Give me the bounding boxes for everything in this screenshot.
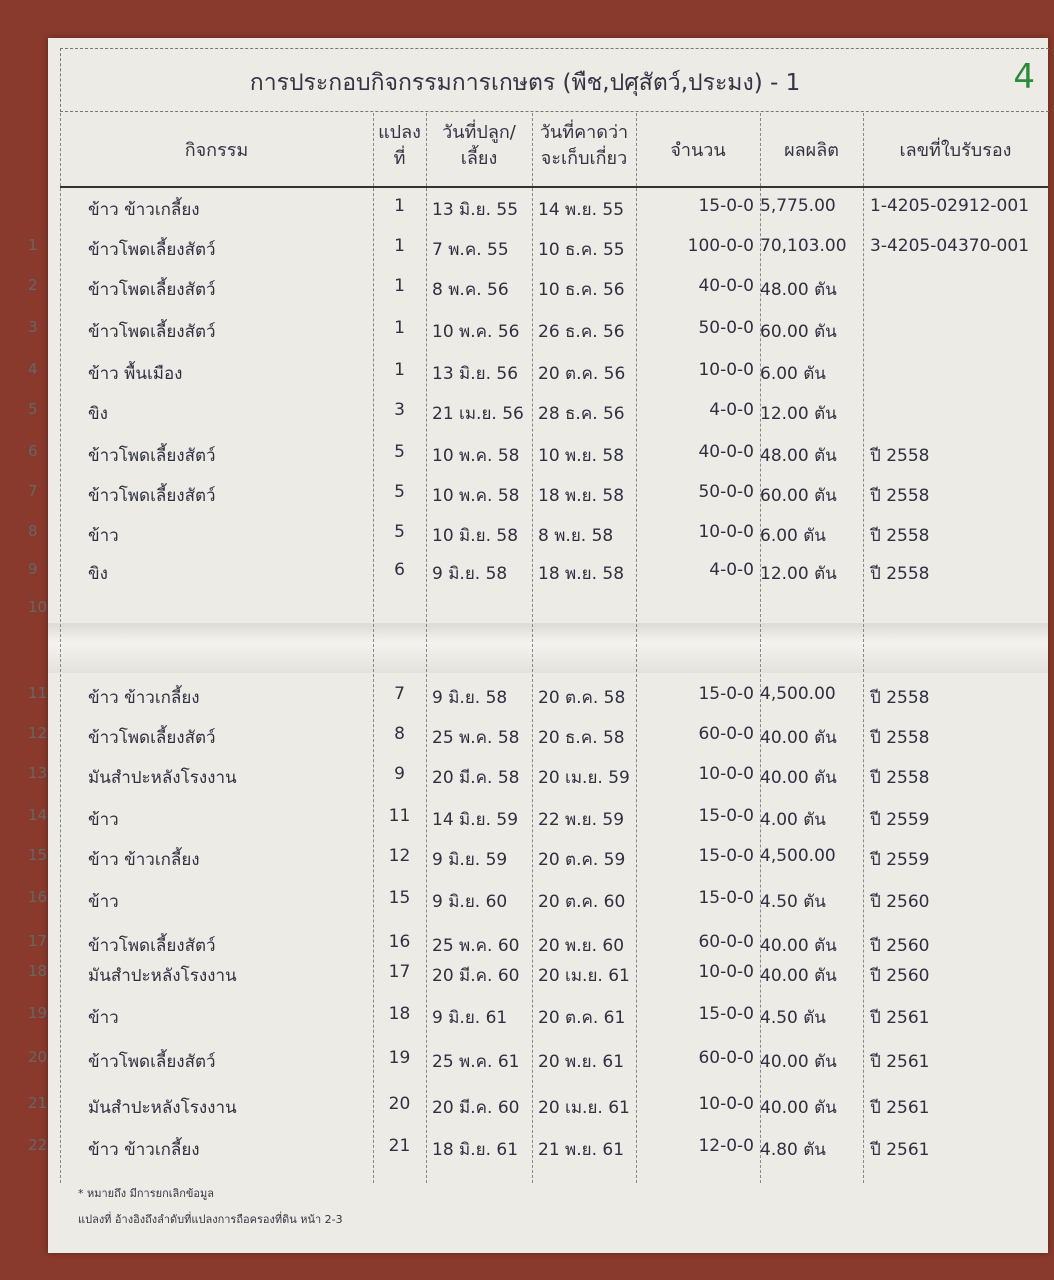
row-number: 11 bbox=[28, 684, 48, 702]
cell-certificate: ปี 2558 bbox=[870, 564, 930, 584]
row-number: 10 bbox=[28, 598, 48, 616]
cell-harvest-date: 22 พ.ย. 59 bbox=[538, 810, 625, 830]
cell-harvest-date: 20 ต.ค. 59 bbox=[538, 850, 626, 870]
cell-activity: มันสำปะหลังโรงงาน bbox=[88, 768, 237, 788]
cell-activity: ข้าวโพดเลี้ยงสัตว์ bbox=[88, 486, 216, 506]
cell-amount: 12-0-0 bbox=[698, 1136, 754, 1156]
cell-harvest-date: 20 ต.ค. 61 bbox=[538, 1008, 626, 1028]
cell-yield: 4.50 ตัน bbox=[760, 1008, 826, 1028]
row-number: 7 bbox=[28, 482, 38, 500]
cell-plot: 6 bbox=[394, 560, 405, 580]
cell-activity: ข้าว พื้นเมือง bbox=[88, 364, 183, 384]
cell-plant-date: 20 มี.ค. 60 bbox=[432, 1098, 520, 1118]
cell-plant-date: 9 มิ.ย. 58 bbox=[432, 688, 508, 708]
cell-certificate: ปี 2559 bbox=[870, 850, 930, 870]
cell-yield: 70,103.00 bbox=[760, 236, 847, 256]
cell-plant-date: 14 มิ.ย. 59 bbox=[432, 810, 519, 830]
cell-yield: 4.80 ตัน bbox=[760, 1140, 826, 1160]
cell-yield: 40.00 ตัน bbox=[760, 936, 837, 956]
cell-plant-date: 9 มิ.ย. 60 bbox=[432, 892, 508, 912]
cell-yield: 60.00 ตัน bbox=[760, 322, 837, 342]
cell-harvest-date: 10 พ.ย. 58 bbox=[538, 446, 625, 466]
cell-plant-date: 10 พ.ค. 58 bbox=[432, 446, 520, 466]
cell-activity: ข้าวโพดเลี้ยงสัตว์ bbox=[88, 728, 216, 748]
cell-plant-date: 7 พ.ค. 55 bbox=[432, 240, 509, 260]
cell-harvest-date: 20 พ.ย. 60 bbox=[538, 936, 625, 956]
cell-activity: ข้าว bbox=[88, 1008, 119, 1028]
cell-plot: 3 bbox=[394, 400, 405, 420]
header-plant-date: วันที่ปลูก/ เลี้ยง bbox=[442, 122, 516, 169]
cell-amount: 60-0-0 bbox=[698, 1048, 754, 1068]
cell-amount: 4-0-0 bbox=[709, 400, 754, 420]
cell-plant-date: 9 มิ.ย. 61 bbox=[432, 1008, 508, 1028]
row-number: 5 bbox=[28, 400, 38, 418]
cell-certificate: ปี 2560 bbox=[870, 936, 930, 956]
cell-activity: ขิง bbox=[88, 404, 108, 424]
cell-activity: ข้าว ข้าวเกลี้ยง bbox=[88, 200, 200, 220]
title-box bbox=[60, 48, 1049, 112]
row-number: 12 bbox=[28, 724, 48, 742]
cell-harvest-date: 14 พ.ย. 55 bbox=[538, 200, 625, 220]
cell-plant-date: 8 พ.ค. 56 bbox=[432, 280, 509, 300]
cell-yield: 12.00 ตัน bbox=[760, 404, 837, 424]
cell-plant-date: 10 มิ.ย. 58 bbox=[432, 526, 519, 546]
cell-amount: 50-0-0 bbox=[698, 318, 754, 338]
cell-plant-date: 13 มิ.ย. 55 bbox=[432, 200, 519, 220]
cell-plot: 19 bbox=[388, 1048, 411, 1068]
cell-amount: 10-0-0 bbox=[698, 764, 754, 784]
cell-certificate: ปี 2558 bbox=[870, 728, 930, 748]
cell-certificate: ปี 2561 bbox=[870, 1140, 930, 1160]
cell-harvest-date: 28 ธ.ค. 56 bbox=[538, 404, 625, 424]
cell-certificate: ปี 2558 bbox=[870, 768, 930, 788]
cell-plant-date: 20 มี.ค. 58 bbox=[432, 768, 520, 788]
cell-yield: 40.00 ตัน bbox=[760, 1052, 837, 1072]
cell-plot: 1 bbox=[394, 360, 405, 380]
row-number: 2 bbox=[28, 276, 38, 294]
cell-plant-date: 9 มิ.ย. 59 bbox=[432, 850, 508, 870]
header-harvest-date: วันที่คาดว่า จะเก็บเกี่ยว bbox=[539, 122, 629, 169]
header-plot: แปลง ที่ bbox=[378, 122, 421, 169]
row-number: 3 bbox=[28, 318, 38, 336]
cell-certificate: ปี 2558 bbox=[870, 688, 930, 708]
cell-harvest-date: 21 พ.ย. 61 bbox=[538, 1140, 625, 1160]
cell-amount: 15-0-0 bbox=[698, 846, 754, 866]
cell-activity: ข้าวโพดเลี้ยงสัตว์ bbox=[88, 446, 216, 466]
cell-harvest-date: 20 พ.ย. 61 bbox=[538, 1052, 625, 1072]
column-divider bbox=[863, 113, 864, 1183]
page-number: 4 bbox=[1013, 57, 1035, 97]
cell-plot: 17 bbox=[388, 962, 411, 982]
cell-yield: 6.00 ตัน bbox=[760, 526, 826, 546]
cell-certificate: ปี 2559 bbox=[870, 810, 930, 830]
row-number: 13 bbox=[28, 764, 48, 782]
cell-yield: 40.00 ตัน bbox=[760, 1098, 837, 1118]
cell-harvest-date: 10 ธ.ค. 55 bbox=[538, 240, 625, 260]
cell-amount: 15-0-0 bbox=[698, 888, 754, 908]
cell-plant-date: 21 เม.ย. 56 bbox=[432, 404, 524, 424]
header-activity: กิจกรรม bbox=[184, 140, 249, 161]
row-number: 16 bbox=[28, 888, 48, 906]
cell-harvest-date: 20 ธ.ค. 58 bbox=[538, 728, 625, 748]
cell-amount: 15-0-0 bbox=[698, 806, 754, 826]
cell-amount: 60-0-0 bbox=[698, 724, 754, 744]
cell-amount: 40-0-0 bbox=[698, 276, 754, 296]
cell-plot: 11 bbox=[388, 806, 411, 826]
cell-activity: ข้าว ข้าวเกลี้ยง bbox=[88, 688, 200, 708]
cell-plant-date: 25 พ.ค. 60 bbox=[432, 936, 520, 956]
cell-plant-date: 20 มี.ค. 60 bbox=[432, 966, 520, 986]
cell-plot: 1 bbox=[394, 276, 405, 296]
cell-plot: 5 bbox=[394, 442, 405, 462]
cell-amount: 4-0-0 bbox=[709, 560, 754, 580]
header-rule bbox=[60, 186, 1048, 188]
cell-plot: 9 bbox=[394, 764, 405, 784]
cell-activity: ข้าว ข้าวเกลี้ยง bbox=[88, 850, 200, 870]
cell-plant-date: 9 มิ.ย. 58 bbox=[432, 564, 508, 584]
row-number: 21 bbox=[28, 1094, 48, 1112]
row-number: 18 bbox=[28, 962, 48, 980]
cell-yield: 4.50 ตัน bbox=[760, 892, 826, 912]
cell-plot: 1 bbox=[394, 196, 405, 216]
column-divider bbox=[60, 113, 61, 1183]
cell-plot: 7 bbox=[394, 684, 405, 704]
header-certificate: เลขที่ใบรับรอง bbox=[899, 140, 1012, 161]
row-number: 9 bbox=[28, 560, 38, 578]
header-amount: จำนวน bbox=[670, 140, 726, 161]
row-number: 6 bbox=[28, 442, 38, 460]
cell-plot: 1 bbox=[394, 236, 405, 256]
cell-yield: 4,500.00 bbox=[760, 684, 836, 704]
cell-plant-date: 25 พ.ค. 61 bbox=[432, 1052, 520, 1072]
cell-plot: 18 bbox=[388, 1004, 411, 1024]
cell-amount: 10-0-0 bbox=[698, 522, 754, 542]
cell-harvest-date: 20 เม.ย. 59 bbox=[538, 768, 630, 788]
cell-plant-date: 10 พ.ค. 56 bbox=[432, 322, 520, 342]
cell-plot: 20 bbox=[388, 1094, 411, 1114]
cell-activity: ข้าวโพดเลี้ยงสัตว์ bbox=[88, 1052, 216, 1072]
cell-amount: 15-0-0 bbox=[698, 684, 754, 704]
cell-yield: 60.00 ตัน bbox=[760, 486, 837, 506]
cell-plot: 8 bbox=[394, 724, 405, 744]
cell-certificate: ปี 2558 bbox=[870, 486, 930, 506]
cell-yield: 48.00 ตัน bbox=[760, 280, 837, 300]
cell-plant-date: 18 มิ.ย. 61 bbox=[432, 1140, 519, 1160]
cell-plot: 21 bbox=[388, 1136, 411, 1156]
column-divider bbox=[532, 113, 533, 1183]
cell-certificate: 1-4205-02912-001 bbox=[870, 196, 1030, 216]
page-title: การประกอบกิจกรรมการเกษตร (พืช,ปศุสัตว์,ประมง) - 1 bbox=[249, 70, 801, 96]
cell-plot: 5 bbox=[394, 522, 405, 542]
cell-plant-date: 13 มิ.ย. 56 bbox=[432, 364, 519, 384]
cell-yield: 40.00 ตัน bbox=[760, 966, 837, 986]
cell-amount: 10-0-0 bbox=[698, 360, 754, 380]
cell-certificate: ปี 2560 bbox=[870, 892, 930, 912]
cell-harvest-date: 10 ธ.ค. 56 bbox=[538, 280, 625, 300]
cell-harvest-date: 20 ต.ค. 60 bbox=[538, 892, 626, 912]
cell-harvest-date: 18 พ.ย. 58 bbox=[538, 564, 625, 584]
cell-activity: ข้าว bbox=[88, 810, 119, 830]
cell-harvest-date: 8 พ.ย. 58 bbox=[538, 526, 614, 546]
row-number: 1 bbox=[28, 236, 38, 254]
cell-harvest-date: 20 ต.ค. 56 bbox=[538, 364, 626, 384]
row-number: 4 bbox=[28, 360, 38, 378]
cell-activity: มันสำปะหลังโรงงาน bbox=[88, 966, 237, 986]
cell-activity: ขิง bbox=[88, 564, 108, 584]
row-number: 8 bbox=[28, 522, 38, 540]
footnote-plot-reference: แปลงที่ อ้างอิงถึงลำดับที่แปลงการถือครองที่ดิน หน้า 2-3 bbox=[78, 1213, 343, 1226]
cell-activity: มันสำปะหลังโรงงาน bbox=[88, 1098, 237, 1118]
cell-amount: 10-0-0 bbox=[698, 962, 754, 982]
row-number: 15 bbox=[28, 846, 48, 864]
cell-yield: 4.00 ตัน bbox=[760, 810, 826, 830]
document-page bbox=[28, 38, 1048, 1253]
cell-activity: ข้าว ข้าวเกลี้ยง bbox=[88, 1140, 200, 1160]
row-number: 19 bbox=[28, 1004, 48, 1022]
cell-yield: 6.00 ตัน bbox=[760, 364, 826, 384]
cell-certificate: ปี 2561 bbox=[870, 1008, 930, 1028]
cell-certificate: ปี 2558 bbox=[870, 526, 930, 546]
row-number: 17 bbox=[28, 932, 48, 950]
cell-yield: 12.00 ตัน bbox=[760, 564, 837, 584]
cell-plant-date: 25 พ.ค. 58 bbox=[432, 728, 520, 748]
page-fold bbox=[48, 623, 1048, 673]
cell-harvest-date: 18 พ.ย. 58 bbox=[538, 486, 625, 506]
cell-certificate: ปี 2561 bbox=[870, 1052, 930, 1072]
cell-activity: ข้าว bbox=[88, 892, 119, 912]
cell-plot: 1 bbox=[394, 318, 405, 338]
cell-yield: 40.00 ตัน bbox=[760, 768, 837, 788]
cell-activity: ข้าวโพดเลี้ยงสัตว์ bbox=[88, 280, 216, 300]
cell-yield: 5,775.00 bbox=[760, 196, 836, 216]
cell-plant-date: 10 พ.ค. 58 bbox=[432, 486, 520, 506]
cell-plot: 15 bbox=[388, 888, 411, 908]
row-number: 14 bbox=[28, 806, 48, 824]
cell-certificate: ปี 2560 bbox=[870, 966, 930, 986]
cell-amount: 40-0-0 bbox=[698, 442, 754, 462]
header-yield: ผลผลิต bbox=[784, 140, 839, 161]
cell-plot: 5 bbox=[394, 482, 405, 502]
cell-harvest-date: 26 ธ.ค. 56 bbox=[538, 322, 625, 342]
cell-amount: 10-0-0 bbox=[698, 1094, 754, 1114]
cell-harvest-date: 20 เม.ย. 61 bbox=[538, 966, 630, 986]
cell-amount: 15-0-0 bbox=[698, 196, 754, 216]
row-number: 22 bbox=[28, 1136, 48, 1154]
cell-plot: 16 bbox=[388, 932, 411, 952]
cell-yield: 40.00 ตัน bbox=[760, 728, 837, 748]
cell-amount: 15-0-0 bbox=[698, 1004, 754, 1024]
cell-activity: ข้าว bbox=[88, 526, 119, 546]
footnote-cancelled: * หมายถึง มีการยกเลิกข้อมูล bbox=[78, 1187, 215, 1200]
cell-certificate: 3-4205-04370-001 bbox=[870, 236, 1030, 256]
cell-yield: 4,500.00 bbox=[760, 846, 836, 866]
row-number: 20 bbox=[28, 1048, 48, 1066]
cell-harvest-date: 20 ต.ค. 58 bbox=[538, 688, 626, 708]
cell-amount: 100-0-0 bbox=[687, 236, 754, 256]
cell-amount: 50-0-0 bbox=[698, 482, 754, 502]
cell-certificate: ปี 2558 bbox=[870, 446, 930, 466]
cell-certificate: ปี 2561 bbox=[870, 1098, 930, 1118]
cell-activity: ข้าวโพดเลี้ยงสัตว์ bbox=[88, 936, 216, 956]
cell-amount: 60-0-0 bbox=[698, 932, 754, 952]
cell-activity: ข้าวโพดเลี้ยงสัตว์ bbox=[88, 322, 216, 342]
column-divider bbox=[426, 113, 427, 1183]
cell-harvest-date: 20 เม.ย. 61 bbox=[538, 1098, 630, 1118]
cell-plot: 12 bbox=[388, 846, 411, 866]
cell-yield: 48.00 ตัน bbox=[760, 446, 837, 466]
cell-activity: ข้าวโพดเลี้ยงสัตว์ bbox=[88, 240, 216, 260]
